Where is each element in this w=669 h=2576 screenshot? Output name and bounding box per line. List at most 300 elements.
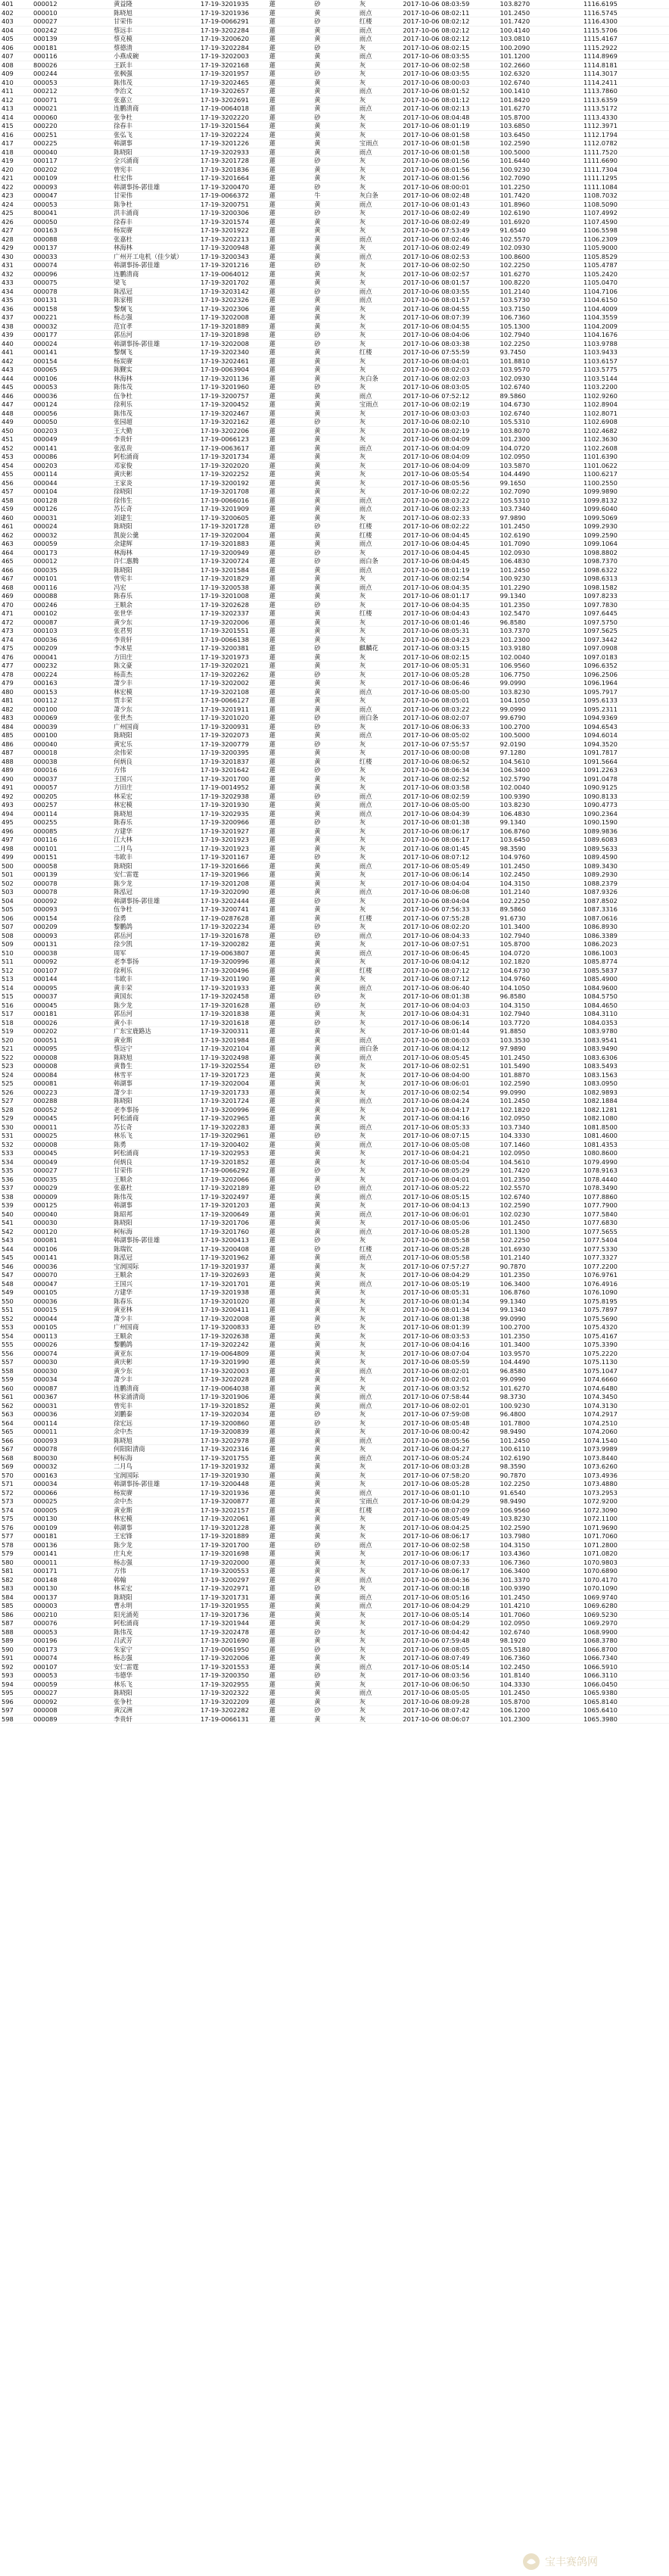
table-cell: 黄 xyxy=(313,583,358,592)
table-cell: 黄 xyxy=(313,774,358,783)
table-cell: 2017-10-06 08:01:56 xyxy=(401,157,498,166)
table-cell: 101.6440 xyxy=(499,157,583,166)
table-cell: 杨苗杰 xyxy=(112,670,199,679)
table-cell: 黄 xyxy=(313,61,358,70)
table-cell: 97.9890 xyxy=(499,1045,583,1054)
table-cell: 黄 xyxy=(313,679,358,688)
table-cell: 2017-10-06 08:06:33 xyxy=(401,722,498,731)
table-cell: 雨点 xyxy=(358,983,401,992)
table-cell: 1091.2263 xyxy=(582,766,669,775)
table-cell: 蓮 xyxy=(268,391,313,400)
table-cell: 17-19-3200306 xyxy=(199,209,268,218)
table-cell: 灰 xyxy=(358,1114,401,1123)
table-cell: 102.2590 xyxy=(499,1079,583,1089)
table-cell: 586 xyxy=(0,1610,32,1619)
table-cell: 蓮 xyxy=(268,1010,313,1019)
table-cell: 灰 xyxy=(358,896,401,905)
table-cell: 雨点 xyxy=(358,1184,401,1193)
table-row xyxy=(0,1697,669,1706)
table-cell: 000075 xyxy=(32,279,112,288)
table-cell: 范宜孝 xyxy=(112,322,199,331)
table-cell: 101.2450 xyxy=(499,565,583,575)
table-cell: 1066.5910 xyxy=(582,1662,669,1671)
table-cell: 2017-10-06 08:01:45 xyxy=(401,844,498,853)
table-cell: 1111.6690 xyxy=(582,157,669,166)
table-cell: 蓮 xyxy=(268,1393,313,1402)
table-cell: 2017-10-06 08:07:33 xyxy=(401,1558,498,1567)
table-cell: 灰 xyxy=(358,653,401,662)
table-cell: 525 xyxy=(0,1079,32,1089)
table-cell: 17-19-3201836 xyxy=(199,165,268,174)
table-cell: 104.0720 xyxy=(499,948,583,958)
table-cell: 1114.2411 xyxy=(582,78,669,87)
table-cell: 2017-10-06 08:01:34 xyxy=(401,1297,498,1306)
table-cell: 黄 xyxy=(313,487,358,497)
table-cell: 1088.2379 xyxy=(582,879,669,888)
table-row xyxy=(0,122,669,131)
table-row xyxy=(0,87,669,96)
table-cell: 蓮 xyxy=(268,1001,313,1010)
table-cell: 灰 xyxy=(358,383,401,392)
table-cell: 430 xyxy=(0,252,32,261)
table-row xyxy=(0,618,669,627)
table-row xyxy=(0,1506,669,1515)
table-cell: 103.7150 xyxy=(499,304,583,313)
table-cell: 黄 xyxy=(313,609,358,618)
table-cell: 559 xyxy=(0,1375,32,1385)
table-row xyxy=(0,304,669,313)
table-cell: 方田庄 xyxy=(112,653,199,662)
table-cell: 雨点 xyxy=(358,52,401,61)
table-cell: 17-19-3200620 xyxy=(199,35,268,44)
table-cell: 17-19-3201838 xyxy=(199,1010,268,1019)
table-cell: 2017-10-06 08:05:00 xyxy=(401,801,498,810)
table-cell: 461 xyxy=(0,522,32,531)
table-cell: 17-19-3201203 xyxy=(199,1201,268,1210)
table-cell: 砂 xyxy=(313,1419,358,1428)
table-cell: 417 xyxy=(0,139,32,148)
table-cell: 雨点 xyxy=(358,200,401,209)
table-cell: 000010 xyxy=(32,8,112,17)
table-cell: 2017-10-06 08:07:09 xyxy=(401,1506,498,1515)
table-cell: 17-19-3202935 xyxy=(199,809,268,818)
table-cell: 2017-10-06 08:04:21 xyxy=(401,1149,498,1158)
table-cell: 595 xyxy=(0,1689,32,1698)
table-cell: 1105.8529 xyxy=(582,252,669,261)
table-cell: 2017-10-06 08:01:58 xyxy=(401,148,498,157)
table-cell: 蓮 xyxy=(268,809,313,818)
table-cell: 蓮 xyxy=(268,1375,313,1385)
table-cell: 曾宪丰 xyxy=(112,1401,199,1410)
table-cell: 1066.8700 xyxy=(582,1645,669,1654)
table-cell: 100.1410 xyxy=(499,87,583,96)
table-cell: 蔡远丰 xyxy=(112,26,199,35)
table-cell: 1085.8774 xyxy=(582,958,669,967)
table-cell: 雨点 xyxy=(358,801,401,810)
table-row xyxy=(0,313,669,322)
table-cell: 蓮 xyxy=(268,192,313,201)
table-cell: 砂 xyxy=(313,1628,358,1637)
table-cell: 黄 xyxy=(313,1036,358,1045)
table-cell: 2017-10-06 08:03:03 xyxy=(401,409,498,418)
table-cell: 灰 xyxy=(358,783,401,793)
table-cell: 1065.6410 xyxy=(582,1706,669,1715)
table-cell: 000124 xyxy=(32,400,112,410)
table-cell: 1066.0450 xyxy=(582,1680,669,1689)
table-cell: 蓮 xyxy=(268,130,313,139)
table-cell: 萧少丰 xyxy=(112,1314,199,1323)
table-cell: 410 xyxy=(0,78,32,87)
table-cell: 105.8700 xyxy=(499,113,583,122)
table-row xyxy=(0,905,669,914)
table-cell: 蓮 xyxy=(268,1593,313,1602)
table-cell: 96.8580 xyxy=(499,992,583,1001)
table-cell: 2017-10-06 08:02:49 xyxy=(401,244,498,253)
table-cell: 王跃丰 xyxy=(112,61,199,70)
table-cell: 1112.1794 xyxy=(582,130,669,139)
table-cell: 000015 xyxy=(32,1306,112,1315)
table-cell: 灰 xyxy=(358,575,401,584)
table-cell: 陈晓阳 xyxy=(112,565,199,575)
table-cell: 17-19-3200741 xyxy=(199,905,268,914)
table-cell: 000116 xyxy=(32,583,112,592)
table-cell: 436 xyxy=(0,304,32,313)
table-cell: 17-19-3201889 xyxy=(199,322,268,331)
table-cell: 17-19-0066292 xyxy=(199,1167,268,1176)
table-cell: 560 xyxy=(0,1384,32,1393)
table-cell: 灰 xyxy=(358,696,401,706)
table-cell: 593 xyxy=(0,1671,32,1680)
table-cell: 灰 xyxy=(358,453,401,462)
table-cell: 2017-10-06 08:06:01 xyxy=(401,1210,498,1219)
table-row xyxy=(0,1375,669,1385)
table-cell: 黎炯飞 xyxy=(112,304,199,313)
table-cell: 554 xyxy=(0,1332,32,1341)
table-row xyxy=(0,809,669,818)
table-cell: 黎鹏鸽 xyxy=(112,923,199,932)
table-cell: 砂 xyxy=(313,0,358,8)
table-row xyxy=(0,1036,669,1045)
table-cell: 蓮 xyxy=(268,348,313,357)
table-cell: 黄 xyxy=(313,374,358,383)
table-cell: 黄宏乐 xyxy=(112,740,199,749)
table-cell: 101.2250 xyxy=(499,182,583,192)
table-cell: 张争杜 xyxy=(112,113,199,122)
table-cell: 2017-10-06 08:07:12 xyxy=(401,975,498,984)
table-cell: 99.1340 xyxy=(499,818,583,827)
table-cell: 102.2250 xyxy=(499,1236,583,1245)
table-cell: 雨点 xyxy=(358,287,401,296)
table-cell: 蓮 xyxy=(268,1584,313,1593)
table-cell: 464 xyxy=(0,548,32,557)
table-cell: 453 xyxy=(0,453,32,462)
table-cell: 蓮 xyxy=(268,209,313,218)
table-cell: 灰 xyxy=(358,478,401,487)
table-cell: 17-19-3201889 xyxy=(199,1532,268,1541)
table-cell: 蓮 xyxy=(268,871,313,880)
table-cell: 17-19-3201927 xyxy=(199,827,268,836)
table-row xyxy=(0,192,669,201)
table-cell: 2017-10-06 08:04:29 xyxy=(401,1497,498,1506)
table-cell: 588 xyxy=(0,1628,32,1637)
table-cell: 砂 xyxy=(313,522,358,531)
table-cell: 老李事扬 xyxy=(112,1105,199,1114)
table-cell: 蓮 xyxy=(268,1323,313,1332)
table-cell: 472 xyxy=(0,618,32,627)
table-cell: 2017-10-06 08:05:15 xyxy=(401,1192,498,1201)
table-cell: 灰 xyxy=(358,1027,401,1036)
table-cell: 灰 xyxy=(358,61,401,70)
table-cell: 2017-10-06 08:07:51 xyxy=(401,940,498,949)
table-cell: 陈晓阳 xyxy=(112,522,199,531)
table-cell: 000117 xyxy=(32,157,112,166)
table-cell: 105.1300 xyxy=(499,322,583,331)
table-cell: 590 xyxy=(0,1645,32,1654)
table-cell: 蓮 xyxy=(268,1018,313,1027)
table-cell: 蓮 xyxy=(268,1662,313,1671)
table-cell: 000087 xyxy=(32,618,112,627)
table-cell: 张世杰 xyxy=(112,714,199,723)
table-cell: 000130 xyxy=(32,1584,112,1593)
table-cell: 2017-10-06 08:05:33 xyxy=(401,1123,498,1132)
table-cell: 000084 xyxy=(32,1070,112,1079)
table-cell: 黄 xyxy=(313,1662,358,1671)
table-cell: 杨炭赓 xyxy=(112,1488,199,1497)
table-cell: 17-19-3201228 xyxy=(199,1523,268,1532)
table-cell: 砂 xyxy=(313,1236,358,1245)
table-cell: 17-19-3202104 xyxy=(199,1045,268,1054)
table-cell: 000032 xyxy=(32,1462,112,1472)
table-cell: 蓮 xyxy=(268,95,313,104)
table-cell: 1086.3389 xyxy=(582,931,669,940)
table-row xyxy=(0,113,669,122)
table-cell: 96.8580 xyxy=(499,618,583,627)
table-cell: 灰 xyxy=(358,1584,401,1593)
table-cell: 1070.1090 xyxy=(582,1584,669,1593)
table-row xyxy=(0,879,669,888)
table-cell: 蓮 xyxy=(268,1567,313,1576)
table-cell: 2017-10-06 08:04:17 xyxy=(401,1105,498,1114)
table-cell: 雨白条 xyxy=(358,1045,401,1054)
table-cell: 灰 xyxy=(358,1236,401,1245)
table-cell: 1094.6543 xyxy=(582,722,669,731)
table-cell: 灰 xyxy=(358,226,401,235)
table-cell: 黄 xyxy=(313,1610,358,1619)
table-row xyxy=(0,827,669,836)
table-cell: 17-19-3202628 xyxy=(199,600,268,609)
table-cell: 冯宏 xyxy=(112,583,199,592)
table-cell: 黄业斯 xyxy=(112,1036,199,1045)
table-cell: 17-19-3202004 xyxy=(199,531,268,540)
table-cell: 000137 xyxy=(32,1593,112,1602)
table-row xyxy=(0,217,669,226)
table-row xyxy=(0,818,669,827)
table-cell: 蓮 xyxy=(268,722,313,731)
table-cell: 蓮 xyxy=(268,1462,313,1472)
table-cell: 砂 xyxy=(313,1323,358,1332)
table-cell: 432 xyxy=(0,269,32,279)
table-cell: 102.5470 xyxy=(499,609,583,618)
table-cell: 1075.4167 xyxy=(582,1332,669,1341)
table-cell: 102.0930 xyxy=(499,548,583,557)
table-cell: 苏长奇 xyxy=(112,1123,199,1132)
table-row xyxy=(0,635,669,644)
table-cell: 100.9390 xyxy=(499,1584,583,1593)
table-cell: 450 xyxy=(0,426,32,435)
table-cell: 贾丰荣 xyxy=(112,696,199,706)
table-cell: 蓮 xyxy=(268,1645,313,1654)
table-cell: 方伟 xyxy=(112,766,199,775)
table-cell: 1089.4590 xyxy=(582,853,669,862)
table-cell: 000177 xyxy=(32,331,112,340)
table-cell: 蓮 xyxy=(268,827,313,836)
table-cell: 1085.4900 xyxy=(582,975,669,984)
table-cell: 2017-10-06 08:05:31 xyxy=(401,662,498,671)
table-cell: 2017-10-06 08:03:38 xyxy=(401,339,498,348)
table-row xyxy=(0,662,669,671)
table-cell: 黄 xyxy=(313,801,358,810)
table-cell: 蓮 xyxy=(268,696,313,706)
table-cell: 1087.9326 xyxy=(582,888,669,897)
table-cell: 548 xyxy=(0,1279,32,1288)
table-cell: 2017-10-06 08:03:55 xyxy=(401,287,498,296)
table-cell: 1074.2060 xyxy=(582,1428,669,1437)
table-cell: 17-19-3200724 xyxy=(199,557,268,566)
table-cell: 000035 xyxy=(32,1175,112,1184)
table-row xyxy=(0,35,669,44)
table-cell: 1097.7830 xyxy=(582,600,669,609)
table-cell: 101.2140 xyxy=(499,287,583,296)
table-cell: 102.5570 xyxy=(499,235,583,244)
table-row xyxy=(0,1488,669,1497)
table-cell: 000114 xyxy=(32,809,112,818)
table-cell: 513 xyxy=(0,975,32,984)
table-cell: 2017-10-06 08:02:07 xyxy=(401,714,498,723)
table-cell: 415 xyxy=(0,122,32,131)
table-cell: 2017-10-06 08:03:55 xyxy=(401,52,498,61)
table-row xyxy=(0,1262,669,1271)
table-cell: 100.8220 xyxy=(499,279,583,288)
table-cell: 雨点 xyxy=(358,1036,401,1045)
table-cell: 蓮 xyxy=(268,540,313,549)
table-cell: 1089.6083 xyxy=(582,836,669,845)
table-cell: 17-19-3202461 xyxy=(199,357,268,366)
table-cell: 2017-10-06 08:06:17 xyxy=(401,1567,498,1576)
table-cell: 张世华 xyxy=(112,609,199,618)
table-cell: 广州国商 xyxy=(112,722,199,731)
table-cell: 砂 xyxy=(313,1706,358,1715)
table-cell: 17-19-3202467 xyxy=(199,409,268,418)
table-row xyxy=(0,487,669,497)
table-cell: 蓮 xyxy=(268,400,313,410)
table-row xyxy=(0,78,669,87)
table-cell: 000036 xyxy=(32,1410,112,1419)
table-cell: 蓮 xyxy=(268,1619,313,1628)
table-cell: 597 xyxy=(0,1706,32,1715)
table-cell: 王顺余 xyxy=(112,1332,199,1341)
table-cell: 516 xyxy=(0,1001,32,1010)
table-cell: 林宏模 xyxy=(112,801,199,810)
table-cell: 灰 xyxy=(358,357,401,366)
table-cell: 000092 xyxy=(32,1697,112,1706)
table-row xyxy=(0,940,669,949)
table-cell: 蓮 xyxy=(268,444,313,453)
table-cell: 蓮 xyxy=(268,148,313,157)
table-cell: 17-19-3201736 xyxy=(199,1610,268,1619)
table-row xyxy=(0,531,669,540)
table-cell: 2017-10-06 08:04:48 xyxy=(401,113,498,122)
table-cell: 000095 xyxy=(32,983,112,992)
table-cell: 雨点 xyxy=(358,8,401,17)
table-cell: 404 xyxy=(0,26,32,35)
table-cell: 1073.2953 xyxy=(582,1488,669,1497)
table-cell: 灰 xyxy=(358,1654,401,1663)
table-cell: 黄小丰 xyxy=(112,1018,199,1027)
table-cell: 蓮 xyxy=(268,627,313,636)
table-row xyxy=(0,548,669,557)
table-cell: 方建华 xyxy=(112,827,199,836)
table-cell: 000163 xyxy=(32,679,112,688)
table-cell: 1082.1281 xyxy=(582,1105,669,1114)
table-cell: 2017-10-06 08:04:29 xyxy=(401,1602,498,1611)
table-cell: 灰 xyxy=(358,1410,401,1419)
table-cell: 宝雨点 xyxy=(358,139,401,148)
table-cell: 2017-10-06 08:03:58 xyxy=(401,783,498,793)
table-cell: 灰 xyxy=(358,304,401,313)
table-cell: 2017-10-06 08:02:49 xyxy=(401,217,498,226)
table-cell: 黄 xyxy=(313,226,358,235)
table-cell: 000114 xyxy=(32,470,112,479)
table-cell: 黄鲁生 xyxy=(112,1062,199,1071)
table-cell: 2017-10-06 08:01:58 xyxy=(401,139,498,148)
table-row xyxy=(0,966,669,975)
table-row xyxy=(0,557,669,566)
table-cell: 000032 xyxy=(32,322,112,331)
table-cell: 000203 xyxy=(32,426,112,435)
table-cell: 蓮 xyxy=(268,1254,313,1263)
table-cell: 黄 xyxy=(313,879,358,888)
table-cell: 000101 xyxy=(32,575,112,584)
table-cell: 黄 xyxy=(313,1558,358,1567)
table-cell: 17-19-3202220 xyxy=(199,113,268,122)
table-cell: 灰 xyxy=(358,1480,401,1489)
table-row xyxy=(0,400,669,410)
table-cell: 灰 xyxy=(358,600,401,609)
table-row xyxy=(0,470,669,479)
table-cell: 黄 xyxy=(313,26,358,35)
table-cell: 全兴涌商 xyxy=(112,157,199,166)
table-cell: 1090.1590 xyxy=(582,818,669,827)
table-cell: 黄 xyxy=(313,304,358,313)
table-cell: 574 xyxy=(0,1506,32,1515)
table-cell: 1115.2922 xyxy=(582,43,669,52)
table-cell: 2017-10-06 08:03:56 xyxy=(401,1671,498,1680)
table-row xyxy=(0,1384,669,1393)
table-row xyxy=(0,1453,669,1462)
table-cell: 1073.9989 xyxy=(582,1445,669,1454)
table-row xyxy=(0,1297,669,1306)
table-cell: 韩湖事 xyxy=(112,1079,199,1089)
table-cell: 1066.3110 xyxy=(582,1671,669,1680)
table-cell: 灰 xyxy=(358,1349,401,1358)
table-cell: 雨点 xyxy=(358,731,401,740)
table-cell: 砂 xyxy=(313,418,358,427)
table-cell: 1077.7900 xyxy=(582,1201,669,1210)
table-cell: 408 xyxy=(0,61,32,70)
table-cell: 1089.2930 xyxy=(582,871,669,880)
table-cell: 雨点 xyxy=(358,792,401,801)
table-cell: 103.9180 xyxy=(499,644,583,653)
